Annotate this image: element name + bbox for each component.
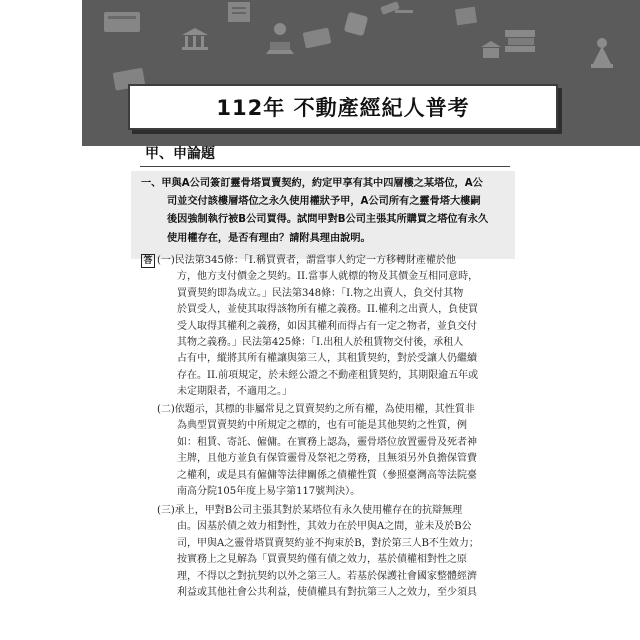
- answer-line: (二)依題示，其標的非屬常見之買賣契約之所有權，為使用權，其性質非: [157, 404, 475, 415]
- answer-paragraph-3: [157, 503, 502, 601]
- question-line: 使用權存在，是否有理由？請附具理由說明。: [167, 232, 371, 244]
- answer-mark: 答: [141, 254, 155, 268]
- answer-line: 理，不得以之對抗契約以外之第三人。若基於保護社會國家整體經濟: [177, 570, 477, 582]
- answer-line: 其物之義務。」民法第425條：「I.出租人於租賃物交付後，承租人: [177, 337, 464, 349]
- answer-line: 受人取得其權利之義務，如因其權利而得占有一定之物者，並負交付: [177, 320, 477, 332]
- page-title: 112年 不動產經紀人普考: [216, 96, 470, 120]
- answer-line: 於買受人，並使其取得該物所有權之義務。II.權利之出賣人，負使買: [177, 304, 479, 316]
- answer-line: 未定期限者，不適用之。」: [177, 386, 292, 398]
- answer-line: 占有中，縱將其所有權讓與第三人，其租賃契約，對於受讓人仍繼續: [177, 353, 477, 365]
- title-box: [128, 84, 558, 130]
- question-line: 後因強制執行被B公司買得。試問甲對B公司主張其所購買之塔位有永久: [167, 214, 489, 226]
- scales-icon: [300, 22, 334, 52]
- answer-paragraph-2: [157, 402, 502, 500]
- question-line: 司並交付該樓層塔位之永久使用權狀予甲，A公司所有之靈骨塔大樓嗣: [167, 196, 481, 208]
- document-icon-2: [452, 6, 482, 28]
- reader-icon: [260, 20, 300, 56]
- answer-line: 南高分院105年度上易字第117號判決）。: [177, 486, 361, 498]
- document-icon: [222, 0, 256, 26]
- answer-line: 為典型買賣契約中所規定之標的，也有可能是其他契約之性質，例: [177, 420, 467, 432]
- building-icon: [340, 8, 372, 38]
- answer-line: 存在。II.前項規定，於未經公證之不動產租賃契約，其期限逾五年或: [177, 369, 479, 381]
- question-line: 一、甲與A公司簽訂靈骨塔買賣契約，約定甲享有其中四層樓之某塔位，A公: [141, 178, 483, 189]
- answer-line: 之權利，或是具有僱傭等法律關係之債權性質（參照臺灣高等法院臺: [177, 469, 477, 481]
- answer-line: 如：租賃、寄託、僱傭。在實務上認為，靈骨塔位放置靈骨及死者神: [177, 436, 477, 448]
- courthouse-icon: [180, 26, 210, 52]
- answer-line: (一)民法第345條：「I.稱買賣者，謂當事人約定一方移轉財產權於他: [157, 255, 457, 266]
- section-divider: [140, 166, 510, 167]
- chess-pawn-icon: [587, 36, 617, 70]
- answer-line: 按實務上之見解為「買賣契約僅有債之效力，基於債權相對性之原: [177, 554, 467, 566]
- courthouse-icon-2: [480, 40, 502, 60]
- answer-line: 司，甲與A之靈骨塔買賣契約並不拘束於B，對於第三人B不生效力；: [177, 537, 479, 549]
- book-stack-icon: [502, 26, 538, 54]
- gavel-icon: [377, 0, 417, 22]
- section-heading: 甲、申論題: [145, 146, 215, 162]
- answer-line: 方，他方支付價金之契約。II.當事人就標的物及其價金互相同意時，: [177, 271, 479, 283]
- question-box: [131, 171, 515, 259]
- answer-line: 由。因基於債之效力相對性，其效力在於甲與A之間，並未及於B公: [177, 521, 472, 533]
- answer-line: 買賣契約即為成立。」民法第348條：「I.物之出賣人，負交付其物: [177, 287, 464, 299]
- answer-line: 主牌，且他方並負有保管靈骨及祭祀之勞務，且無須另外負擔保管費: [177, 453, 477, 465]
- law-book-icon: [100, 6, 144, 36]
- answer-paragraph-1: [157, 253, 502, 401]
- answer-line: (三)承上，甲對B公司主張其對於某塔位有永久使用權存在的抗辯無理: [157, 505, 463, 516]
- answer-line: 利益或其他社會公共利益，使債權具有對抗第三人之效力，至少須具: [177, 587, 477, 599]
